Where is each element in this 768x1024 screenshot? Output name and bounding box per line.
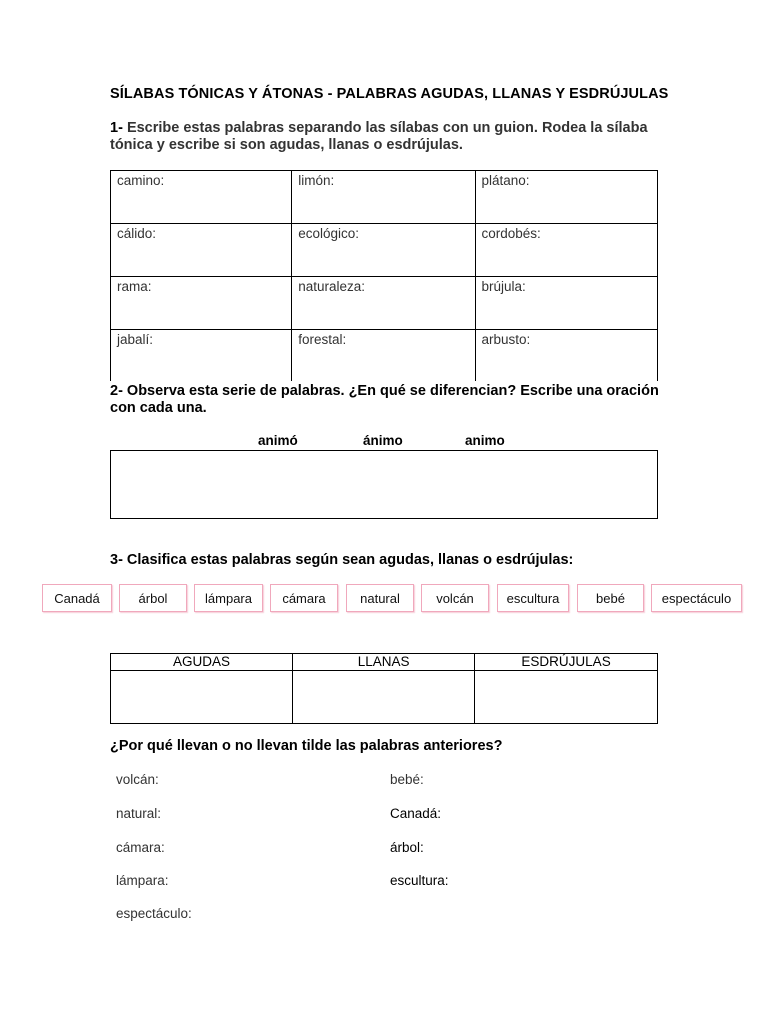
- table-cell[interactable]: jabalí:: [111, 330, 292, 382]
- word-chip[interactable]: escultura: [497, 584, 569, 612]
- table-cell[interactable]: arbusto:: [475, 330, 658, 382]
- table-header-row: [111, 654, 658, 671]
- exercise-2-instruction: 2- Observa esta serie de palabras. ¿En qué se diferencian? Escribe una oración con cada una.: [110, 383, 659, 416]
- table-cell[interactable]: ecológico:: [292, 224, 475, 277]
- word-chip[interactable]: Canadá: [42, 584, 112, 612]
- reason-label: cámara:: [116, 840, 165, 855]
- word-chip[interactable]: bebé: [577, 584, 644, 612]
- reason-label: Canadá:: [390, 806, 442, 821]
- table-row: [111, 671, 658, 724]
- agudas-answer-cell[interactable]: [111, 671, 293, 724]
- table-cell[interactable]: camino:: [111, 171, 292, 224]
- word-animo-llano: animo: [465, 433, 505, 448]
- reason-label: volcán:: [116, 772, 159, 787]
- esdrujulas-answer-cell[interactable]: [475, 671, 658, 724]
- table-cell[interactable]: brújula:: [475, 277, 658, 330]
- word-chip[interactable]: volcán: [421, 584, 489, 612]
- column-header-esdrujulas: ESDRÚJULAS: [475, 654, 658, 671]
- table-row: [111, 171, 658, 224]
- classification-table: [110, 653, 658, 724]
- word-chip[interactable]: natural: [346, 584, 414, 612]
- sentence-answer-box[interactable]: [110, 450, 658, 519]
- table-cell[interactable]: limón:: [292, 171, 475, 224]
- word-chip[interactable]: espectáculo: [651, 584, 742, 612]
- word-animo-esdrujulo: ánimo: [363, 433, 403, 448]
- exercise-3-instruction: 3- Clasifica estas palabras según sean agudas, llanas o esdrújulas:: [110, 552, 574, 568]
- word-animo-agudo: animó: [258, 433, 298, 448]
- word-chip[interactable]: cámara: [270, 584, 338, 612]
- exercise-1-number: 1-: [110, 120, 123, 136]
- column-header-llanas: LLANAS: [293, 654, 475, 671]
- table-cell[interactable]: forestal:: [292, 330, 475, 382]
- reason-label: espectáculo:: [116, 906, 192, 921]
- word-chip[interactable]: árbol: [119, 584, 187, 612]
- table-row: [111, 330, 658, 382]
- reason-label: árbol:: [390, 840, 424, 855]
- exercise-1-text: Escribe estas palabras separando las sílabas con un guion. Rodea la sílaba tónica y escribe si son agudas, llanas o esdrújulas.: [110, 120, 648, 153]
- exercise-1-instruction: [110, 120, 670, 154]
- reason-label: escultura:: [390, 873, 449, 888]
- exercise-4-question: ¿Por qué llevan o no llevan tilde las palabras anteriores?: [110, 738, 503, 754]
- table-row: [111, 224, 658, 277]
- table-row: [111, 277, 658, 330]
- table-cell[interactable]: rama:: [111, 277, 292, 330]
- worksheet-title: SÍLABAS TÓNICAS Y ÁTONAS - PALABRAS AGUDAS, LLANAS Y ESDRÚJULAS: [110, 86, 669, 102]
- reason-label: lámpara:: [116, 873, 169, 888]
- table-cell[interactable]: cordobés:: [475, 224, 658, 277]
- reason-label: natural:: [116, 806, 162, 821]
- reason-label: bebé:: [390, 772, 424, 787]
- llanas-answer-cell[interactable]: [293, 671, 475, 724]
- table-cell[interactable]: cálido:: [111, 224, 292, 277]
- word-chip[interactable]: lámpara: [194, 584, 263, 612]
- word-series: [110, 433, 658, 451]
- syllable-table: [110, 170, 658, 381]
- table-cell[interactable]: plátano:: [475, 171, 658, 224]
- column-header-agudas: AGUDAS: [111, 654, 293, 671]
- table-cell[interactable]: naturaleza:: [292, 277, 475, 330]
